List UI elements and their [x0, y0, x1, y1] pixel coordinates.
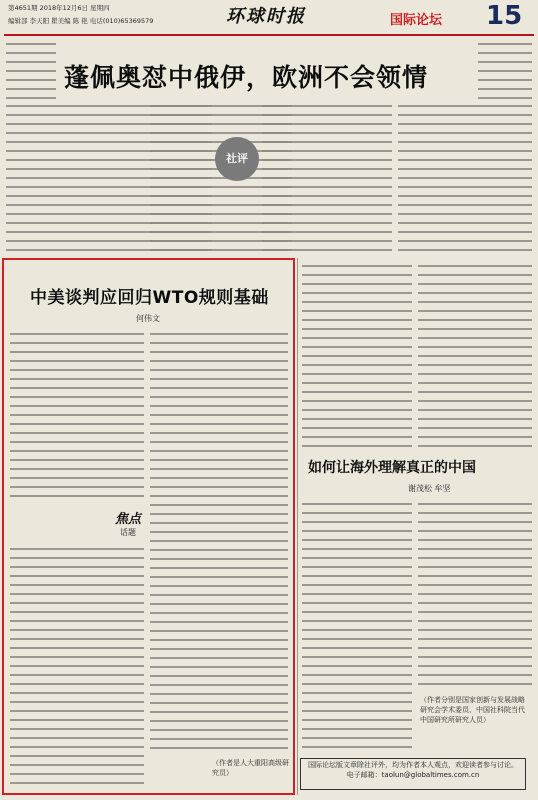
- text-column: [150, 330, 288, 752]
- text-column: [150, 102, 212, 252]
- text-column: [10, 330, 144, 502]
- page-number: 15: [486, 1, 523, 31]
- editor-line: 编辑部 李天阳 瞿美编 陈 艳 电话(010)65369579: [8, 17, 154, 25]
- second-author-note: （作者分别是国家创新与发展战略研究会学术委员、中国社科院当代中国研究所研究人员）: [420, 696, 525, 724]
- text-column: [302, 262, 412, 447]
- text-column: [418, 500, 532, 690]
- text-column: [262, 102, 392, 252]
- focus-badge-title: 焦点: [114, 512, 141, 527]
- column-divider: [297, 258, 298, 795]
- lead-headline: 蓬佩奥怼中俄伊，欧洲不会领情: [64, 63, 429, 92]
- feature-byline: 何伟文: [136, 314, 160, 323]
- notice-box: 国际论坛版文章除社评外，均为作者本人观点，欢迎读者参与讨论。电子邮箱：taolun@globaltimes.com.cn: [300, 758, 526, 790]
- issue-line: 第4651期 2018年12月6日 星期四: [8, 4, 110, 12]
- focus-badge-sub: 话题: [120, 528, 136, 537]
- header-rule: [4, 34, 534, 36]
- masthead: 环球时报: [226, 6, 306, 27]
- focus-badge: [88, 508, 168, 538]
- text-column: [398, 102, 532, 252]
- second-byline: 谢茂松 牟坚: [408, 484, 451, 493]
- text-column: [6, 40, 56, 100]
- section-title: 国际论坛: [390, 13, 443, 28]
- text-column: [302, 500, 412, 750]
- feature-title: 中美谈判应回归WTO规则基础: [30, 288, 269, 308]
- second-title: 如何让海外理解真正的中国: [308, 460, 476, 476]
- feature-author-note: （作者是人大重阳高级研究员）: [212, 759, 289, 777]
- text-column: [10, 545, 144, 790]
- text-column: [418, 262, 532, 447]
- editorial-stamp: 社评: [215, 137, 259, 181]
- text-column: [478, 40, 532, 100]
